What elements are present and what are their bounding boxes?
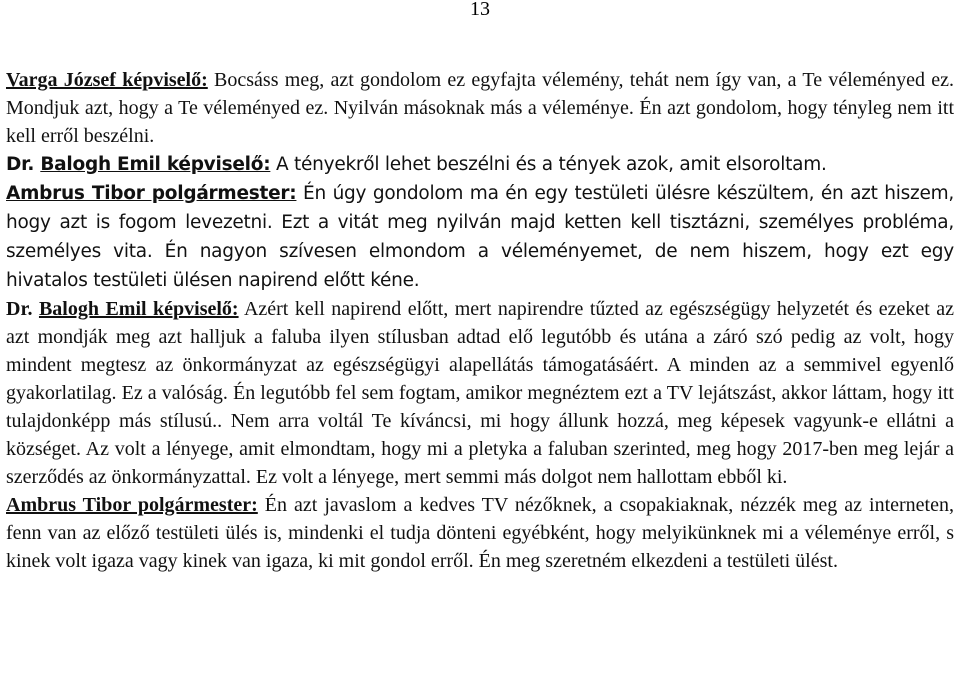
paragraph-balogh-1	[6, 150, 954, 179]
speaker-name: Ambrus Tibor polgármester:	[6, 494, 258, 516]
transcript-body	[6, 66, 954, 575]
paragraph-text: Én azt javaslom a kedves TV nézőknek, a csopakiaknak, nézzék meg az interneten, fenn van az előző testületi ülés is, mindenki el tudja dönteni egyébként, hogy melyikünknek mi a véleménye erről, s kinek volt igaza vagy kinek van igaza, ki mit gondol erről. Én meg szeretném elkezdeni a testületi ülést.	[6, 494, 954, 572]
speaker-name: Varga József képviselő:	[6, 69, 208, 91]
paragraph-text: A tényekről lehet beszélni és a tények azok, amit elsoroltam.	[270, 154, 827, 175]
paragraph-ambrus-1	[6, 179, 954, 295]
paragraph-varga	[6, 66, 954, 150]
page-number: 13	[470, 0, 490, 20]
paragraph-text: Én úgy gondolom ma én egy testületi ülésre készültem, én azt hiszem, hogy azt is fogom levezetni. Ezt a vitát meg nyilván majd ketten kell tisztázni, személyes probléma, személyes vita. Én nagyon szívesen elmondom a véleményemet, de nem hiszem, hogy ezt egy hivatalos testületi ülésen napirend előtt kéne.	[6, 183, 955, 291]
speaker-name: Balogh Emil képviselő:	[38, 298, 239, 320]
paragraph-text: Bocsáss meg, azt gondolom ez egyfajta vélemény, tehát nem így van, a Te véleményed ez. Mondjuk azt, hogy a Te véleményed ez. Nyilván másoknak más a véleménye. Én azt gondolom, hogy tényleg nem itt kell erről beszélni.	[6, 69, 954, 147]
paragraph-ambrus-2	[6, 491, 954, 575]
paragraph-balogh-2	[6, 295, 954, 491]
speaker-prefix: Dr.	[6, 154, 41, 175]
speaker-prefix: Dr.	[6, 298, 39, 320]
speaker-name: Balogh Emil képviselő:	[40, 154, 271, 175]
speaker-name: Ambrus Tibor polgármester:	[6, 183, 297, 204]
paragraph-text: Azért kell napirend előtt, mert napirendre tűzted az egészségügy helyzetét és ezeket az azt mondják meg azt halljuk a faluba ilyen stílusban adtad elő legutóbb és utána a záró szó pedig az volt, hogy mindent megtesz az önkormányzat az egészségügyi alapellátás támogatásáért. A minden az a semmivel egyenlő gyakorlatilag. Ez a valóság. Én legutóbb fel sem fogtam, amikor megnéztem ezt a TV lejátszást, akkor láttam, hogy itt tulajdonképp más stílusú.. Nem arra voltál Te kíváncsi, mi hogy állunk hozzá, meg képesek vagyunk-e ellátni a községet. Az volt a lényege, amit elmondtam, hogy mi a pletyka a faluban szerinted, meg hogy 2017-ben meg lejár a szerződés az önkormányzattal. Ez volt a lényege, mert semmi más dolgot nem hallottam ebből ki.	[6, 298, 954, 488]
